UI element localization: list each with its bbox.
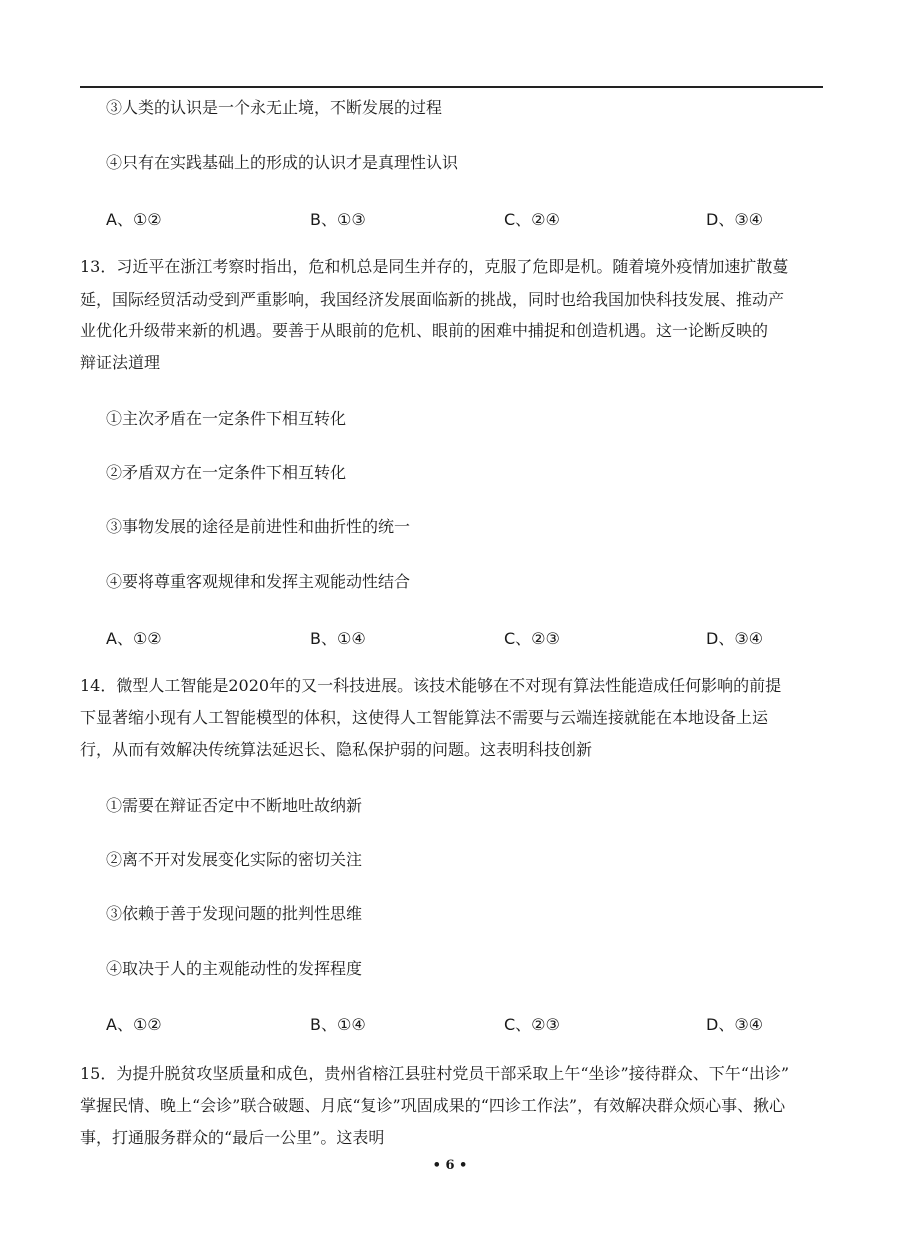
- answer-a: A、①②: [106, 210, 162, 229]
- answer-c: C、②③: [504, 1015, 560, 1034]
- question-14-line-1: 14．微型人工智能是2020年的又一科技进展。该技术能够在不对现有算法性能造成任何影响的前提: [80, 676, 782, 695]
- question-15-line-1: 15．为提升脱贫攻坚质量和成色，贵州省榕江县驻村党员干部采取上午“坐诊”接待群众、下午“出诊”: [80, 1064, 790, 1083]
- question-14-line-3: 行，从而有效解决传统算法延迟长、隐私保护弱的问题。这表明科技创新: [80, 740, 593, 759]
- q14-answer-choices: [106, 1012, 826, 1034]
- q13-option-3: ③事物发展的途径是前进性和曲折性的统一: [106, 517, 411, 536]
- q14-option-4: ④取决于人的主观能动性的发挥程度: [106, 959, 363, 978]
- q13-option-4: ④要将尊重客观规律和发挥主观能动性结合: [106, 572, 411, 591]
- question-14-line-2: 下显著缩小现有人工智能模型的体积，这使得人工智能算法不需要与云端连接就能在本地设备上运: [80, 708, 769, 727]
- question-13-line-3: 业优化升级带来新的机遇。要善于从眼前的危机、眼前的困难中捕捉和创造机遇。这一论断反映的: [80, 321, 769, 340]
- q14-option-3: ③依赖于善于发现问题的批判性思维: [106, 904, 363, 923]
- option-4: ④只有在实践基础上的形成的认识才是真理性认识: [106, 153, 459, 172]
- q13-option-1: ①主次矛盾在一定条件下相互转化: [106, 409, 347, 428]
- answer-b: B、①③: [310, 210, 366, 229]
- answer-a: A、①②: [106, 629, 162, 648]
- q14-option-2: ②离不开对发展变化实际的密切关注: [106, 850, 363, 869]
- answer-b: B、①④: [310, 1015, 366, 1034]
- answer-d: D、③④: [706, 1015, 764, 1034]
- q14-option-1: ①需要在辩证否定中不断地吐故纳新: [106, 796, 363, 815]
- answer-c: C、②③: [504, 629, 560, 648]
- q13-option-2: ②矛盾双方在一定条件下相互转化: [106, 463, 347, 482]
- question-13-line-2: 延，国际经贸活动受到严重影响，我国经济发展面临新的挑战，同时也给我国加快科技发展、推动产: [80, 290, 785, 309]
- answer-a: A、①②: [106, 1015, 162, 1034]
- question-15-line-2: 掌握民情、晚上“会诊”联合破题、月底“复诊”巩固成果的“四诊工作法”，有效解决群众烦心事、揪心: [80, 1096, 786, 1115]
- answer-b: B、①④: [310, 629, 366, 648]
- answer-d: D、③④: [706, 210, 764, 229]
- answer-choices: [106, 207, 826, 229]
- page-number: • 6 •: [432, 1158, 468, 1173]
- question-13-line-4: 辩证法道理: [80, 353, 161, 372]
- option-3: ③人类的认识是一个永无止境，不断发展的过程: [106, 98, 443, 117]
- q13-answer-choices: [106, 626, 826, 648]
- question-13-line-1: 13．习近平在浙江考察时指出，危和机总是同生并存的，克服了危即是机。随着境外疫情加速扩散蔓: [80, 257, 789, 276]
- question-15-line-3: 事，打通服务群众的“最后一公里”。这表明: [80, 1128, 385, 1147]
- answer-c: C、②④: [504, 210, 560, 229]
- header-rule: [80, 86, 823, 88]
- answer-d: D、③④: [706, 629, 764, 648]
